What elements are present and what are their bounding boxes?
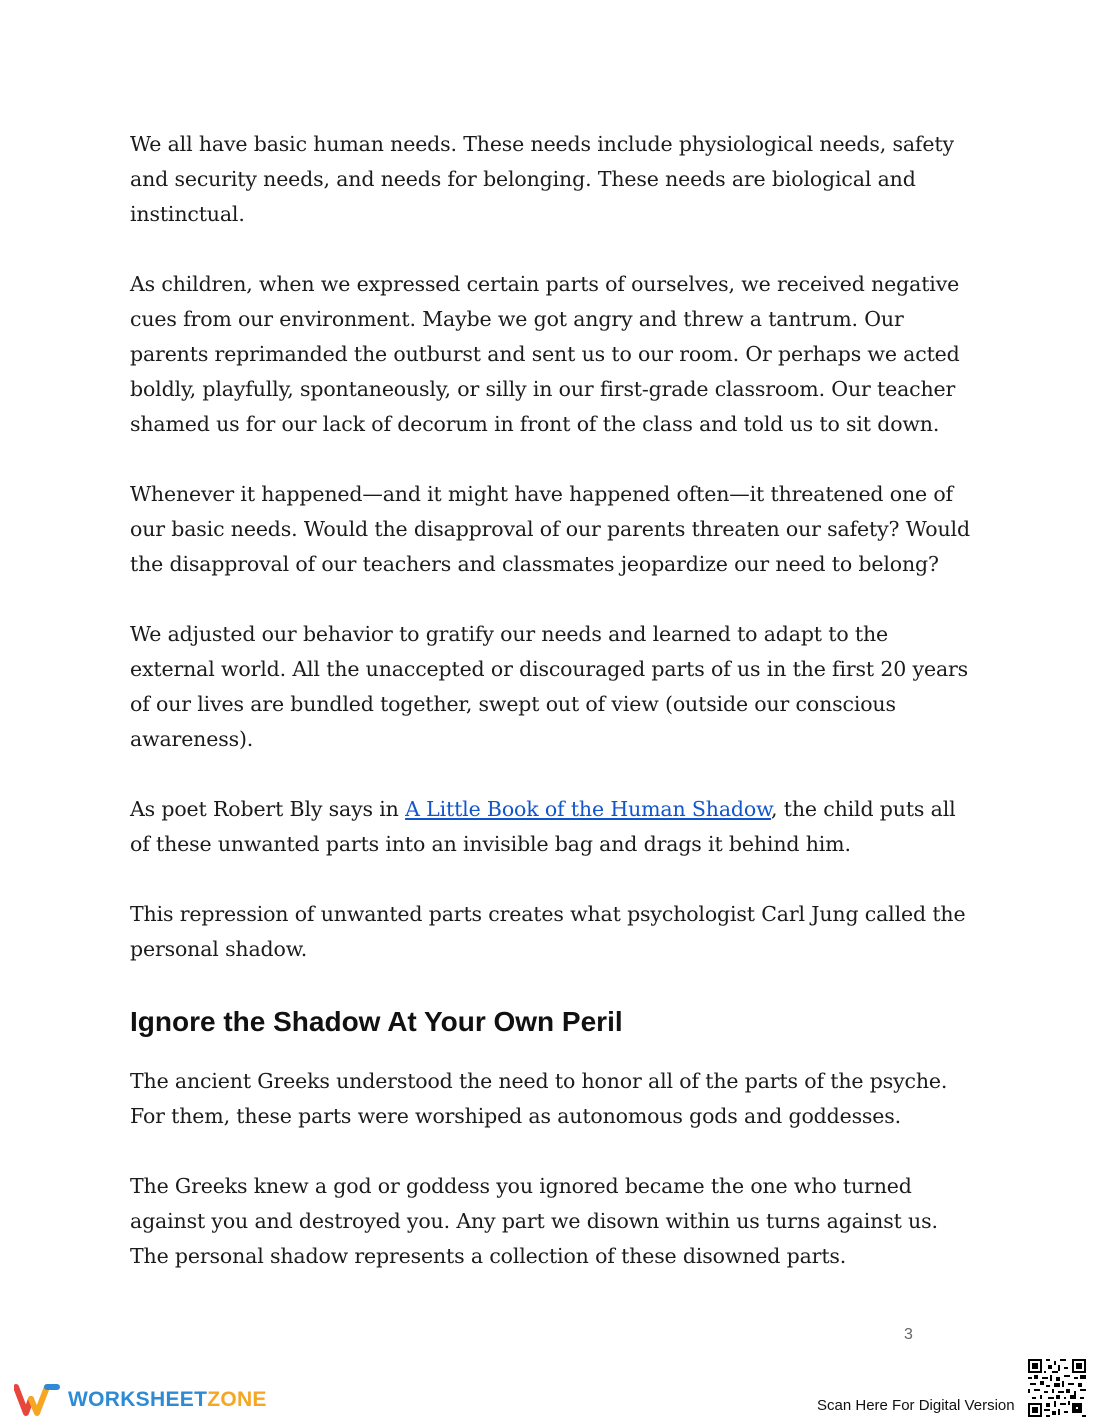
paragraph-threatened-needs: Whenever it happened—and it might have happened often—it threatened one of our basic needs. Would the disapproval of our parents threaten our safety? Would the disapproval of our teachers and classmates jeopardize our need to belong? [130,482,970,576]
qr-code-icon[interactable] [1028,1359,1086,1417]
paragraph-adjusted-behavior: We adjusted our behavior to gratify our needs and learned to adapt to the external world. All the unaccepted or discouraged parts of us in the first 20 years of our lives are bundled together, swept out of view (outside our conscious awareness). [130,622,969,751]
paragraph-robert-bly [130,792,975,862]
logo-text-zone: ZONE [207,1388,267,1411]
paragraph-disowned-parts: The Greeks knew a god or goddess you ignored became the one who turned against you and destroyed you. Any part we disown within us turns against us. The personal shadow represents a collection of these disowned parts. [130,1174,938,1268]
page-number: 3 [904,1326,913,1343]
paragraph-ancient-greeks: The ancient Greeks understood the need to honor all of the parts of the psyche. For them, these parts were worshiped as autonomous gods and goddesses. [130,1069,948,1128]
worksheetzone-logo[interactable] [14,1383,267,1417]
scan-label: Scan Here For Digital Version [817,1397,1015,1414]
paragraph-carl-jung: This repression of unwanted parts creates what psychologist Carl Jung called the personal shadow. [130,902,966,961]
document-body [130,127,975,1309]
logo-text-worksheet: WORKSHEET [68,1388,208,1411]
bly-text-after: , the child puts all of these unwanted parts into an invisible bag and drags it behind him. [130,797,956,856]
paragraph-childhood: As children, when we expressed certain parts of ourselves, we received negative cues from our environment. Maybe we got angry and threw a tantrum. Our parents reprimanded the outburst and sent us to our room. Or perhaps we acted boldly, playfully, spontaneously, or silly in our first-grade classroom. Our teacher shamed us for our lack of decorum in front of the class and told us to sit down. [130,272,960,436]
paragraph-basic-needs: We all have basic human needs. These needs include physiological needs, safety and security needs, and needs for belonging. These needs are biological and instinctual. [130,132,954,226]
logo-w-icon [14,1383,60,1417]
logo-text [68,1388,267,1412]
section-heading: Ignore the Shadow At Your Own Peril [130,1006,623,1037]
book-link[interactable]: A Little Book of the Human Shadow [405,797,772,821]
bly-text-before: As poet Robert Bly says in [130,797,406,821]
